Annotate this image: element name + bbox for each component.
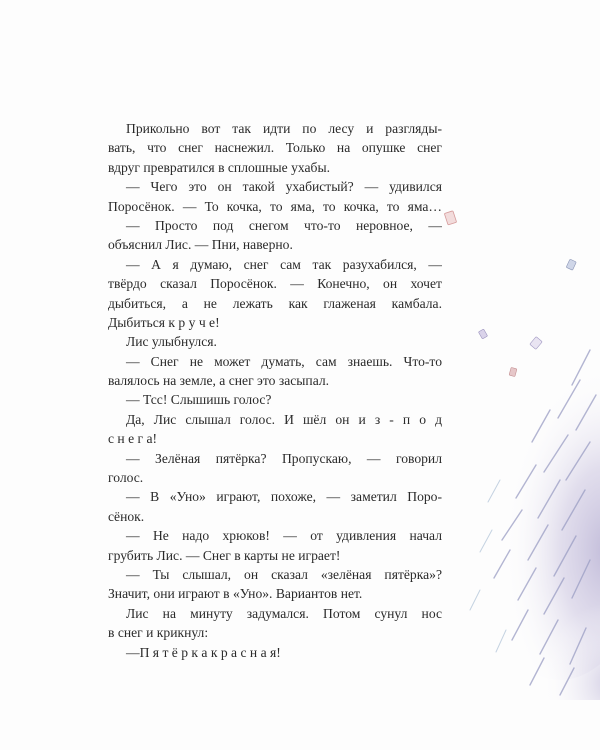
- text-line: дыбиться, а не лежать как глаженая камбала.: [108, 295, 442, 311]
- text-line: Да, Лис слышал голос. И шёл он и з - п о д: [126, 411, 442, 427]
- text-line: — Зелёная пятёрка? Пропускаю, — говорил: [126, 450, 442, 466]
- text-line: в снег и крикнул:: [108, 625, 209, 641]
- text-line: голос.: [108, 470, 144, 486]
- text-line: —П я т ё р к а к р а с н а я!: [126, 644, 281, 660]
- text-line: Лис на минуту задумался. Потом сунул нос: [126, 605, 442, 621]
- text-line: — Ты слышал, он сказал «зелёная пятёрка»?: [126, 566, 442, 582]
- text-line: валялось на земле, а снег это засыпал.: [108, 373, 330, 389]
- text-line: грубить Лис. — Снег в карты не играет!: [108, 547, 341, 563]
- text-line: сёнок.: [108, 508, 145, 524]
- text-line: Поросёнок. — То кочка, то яма, то кочка, то яма…: [108, 198, 442, 214]
- text-line: Лис улыбнулся.: [126, 334, 217, 350]
- text-line: вать, что снег наснежил. Только на опушке снег: [108, 140, 442, 156]
- snowdrift-illustration-icon: [440, 180, 600, 700]
- text-line: объяснил Лис. — Пни, наверно.: [108, 237, 293, 253]
- text-line: — Просто под снегом что-то неровное, —: [126, 217, 442, 233]
- text-line: — Не надо хрюков! — от удивления начал: [126, 528, 442, 544]
- text-line: — А я думаю, снег сам так разухабился, —: [126, 256, 442, 272]
- text-line: Значит, они играют в «Уно». Вариантов нет.: [108, 586, 363, 602]
- text-line: — Тсс! Слышишь голос?: [126, 392, 272, 408]
- text-line: твёрдо сказал Поросёнок. — Конечно, он хочет: [108, 276, 442, 292]
- story-text: [108, 119, 442, 662]
- text-line: вдруг превратился в сплошные ухабы.: [108, 159, 330, 175]
- text-line: Дыбиться к р у ч е!: [108, 314, 220, 330]
- text-line: с н е г а!: [108, 431, 158, 447]
- text-line: — В «Уно» играют, похоже, — заметил Поро-: [126, 489, 442, 505]
- text-line: — Чего это он такой ухабистый? — удивился: [126, 179, 442, 195]
- text-line: Прикольно вот так идти по лесу и разгляды-: [126, 121, 442, 136]
- text-line: — Снег не может думать, сам знаешь. Что-то: [126, 353, 442, 369]
